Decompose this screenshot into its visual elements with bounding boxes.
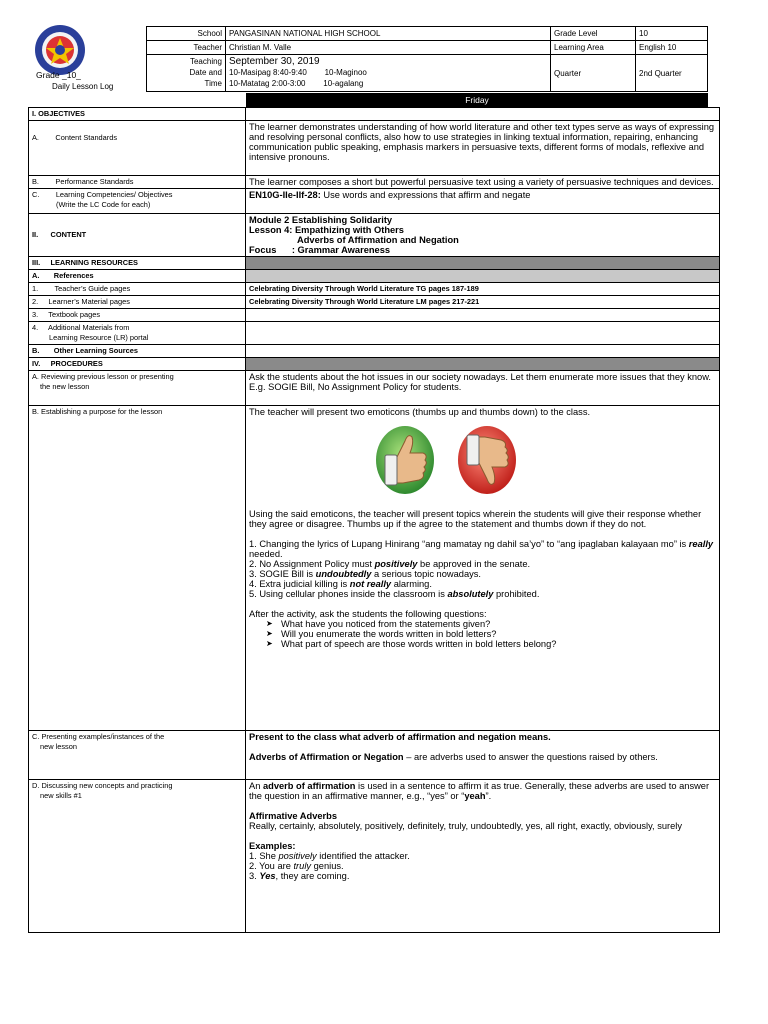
content-standards-row <box>29 121 720 176</box>
procedure-b-label: B. Establishing a purpose for the lesson <box>29 406 246 731</box>
content-standards-text: The learner demonstrates understanding of how world literature and other text types serve as ways of expressing and resolving personal conflicts, also how to use strategies in linking textual information, repairing, enhancing communication public speaking, emphasis markers in persuasive texts, different forms of modals, reflexive and intensive pronouns. <box>246 121 720 176</box>
def-start: An <box>249 781 263 791</box>
statement-4-adverb: not really <box>349 579 392 589</box>
competency-code: EN10G-IIe-IIf-28: <box>249 190 321 200</box>
additional-materials-row <box>29 322 720 345</box>
learning-area-label: Learning Area <box>551 41 636 55</box>
daily-lesson-log-label: Daily Lesson Log <box>52 82 114 91</box>
time-line-1: 10-Masipag 8:40-9:40 10-Maginoo <box>229 68 367 77</box>
spacer <box>249 742 716 752</box>
content-standards-label: A. Content Standards <box>29 121 246 176</box>
quarter-label: Quarter <box>551 55 636 92</box>
additional-materials-value <box>246 322 720 345</box>
affirmation-definition <box>249 781 716 801</box>
other-sources-value <box>246 345 720 358</box>
procedure-c-content <box>246 731 720 780</box>
objectives-empty-cell <box>246 108 720 121</box>
learning-resources-gray-cell <box>246 257 720 270</box>
spacer <box>249 831 716 841</box>
competency-description: Use words and expressions that affirm and negate <box>320 190 531 200</box>
example-2-adverb: truly <box>293 861 312 871</box>
statement-4-end: alarming. <box>391 579 432 589</box>
teaching-label-line-1: Teaching <box>189 57 222 66</box>
after-activity-text: After the activity, ask the students the following questions: <box>249 609 487 619</box>
affirmative-adverbs-list: Really, certainly, absolutely, positively, definitely, truly, undoubtedly, yes, all right, exactly, obviously, surely <box>249 821 683 831</box>
statement-2-end: be approved in the senate. <box>417 559 531 569</box>
procedure-a-row <box>29 371 720 406</box>
thumbs-down-icon <box>457 423 517 497</box>
arrow-bullet-icon: ➤ <box>266 629 273 638</box>
competencies-text <box>246 189 720 214</box>
learning-resources-title: III. LEARNING RESOURCES <box>29 257 246 270</box>
def-term: adverb of affirmation <box>262 781 356 791</box>
learning-area-value: English 10 <box>636 41 708 55</box>
affirmative-adverbs-heading: Affirmative Adverbs <box>249 811 338 821</box>
procedure-c-label-line-2: new lesson <box>40 742 77 751</box>
procedure-b-paragraph: Using the said emoticons, the teacher will present topics wherein the students will give their response whether they agree or disagree. Thumbs up if the agree to the statement and thumbs down if they do not. <box>249 509 702 529</box>
arrow-bullet-icon: ➤ <box>266 619 273 628</box>
additional-materials-label <box>29 322 246 345</box>
teaching-label-line-3: Time <box>204 79 222 88</box>
competencies-label-cell <box>29 189 246 214</box>
teaching-label-line-2: Date and <box>189 68 222 77</box>
definition-term: Adverbs of Affirmation or Negation <box>249 752 404 762</box>
statement-1-end: needed. <box>249 549 283 559</box>
spacer <box>249 529 716 539</box>
statement-3-adverb: undoubtedly <box>315 569 372 579</box>
performance-standards-row <box>29 176 720 189</box>
learning-resources-row <box>29 257 720 270</box>
procedure-d-label <box>29 780 246 933</box>
question-2 <box>249 629 716 639</box>
procedure-b-intro: The teacher will present two emoticons (thumbs up and thumbs down) to the class. <box>249 407 591 417</box>
procedure-a-label-line-1: A. Reviewing previous lesson or presenting <box>32 372 174 381</box>
textbook-label: 3. Textbook pages <box>29 309 246 322</box>
learners-material-value: Celebrating Diversity Through World Literature LM pages 217-221 <box>246 296 720 309</box>
example-3-end: , they are coming. <box>275 871 350 881</box>
example-1 <box>249 851 716 861</box>
definition-text: – are adverbs used to answer the questions raised by others. <box>403 752 658 762</box>
procedures-gray-cell <box>246 358 720 371</box>
statement-1-text: 1. Changing the lyrics of Lupang Hinirang “ang mamatay ng dahil sa’yo” to “ang ipaglaban kalayaan mo” is <box>249 539 689 549</box>
day-header: Friday <box>246 93 708 107</box>
statement-5 <box>249 589 716 599</box>
content-line-4: Focus : Grammar Awareness <box>249 245 391 255</box>
school-value: PANGASINAN NATIONAL HIGH SCHOOL <box>226 27 551 41</box>
statement-5-adverb: absolutely <box>447 589 494 599</box>
content-line-1: Module 2 Establishing Solidarity <box>249 215 393 225</box>
procedure-c-label <box>29 731 246 780</box>
def-yeah: yeah <box>464 791 486 801</box>
other-sources-label: B. Other Learning Sources <box>29 345 246 358</box>
teacher-label: Teacher <box>147 41 226 55</box>
example-2 <box>249 861 716 871</box>
statement-3-end: a serious topic nowadays. <box>371 569 481 579</box>
example-1-adverb: positively <box>278 851 317 861</box>
procedure-c-label-line-1: C. Presenting examples/instances of the <box>32 732 165 741</box>
statement-5-text: 5. Using cellular phones inside the classroom is <box>249 589 448 599</box>
learners-material-label: 2. Learner’s Material pages <box>29 296 246 309</box>
teacher-value: Christian M. Valle <box>226 41 551 55</box>
header-info-table <box>146 26 708 92</box>
grade-label: Grade _10_ <box>36 70 81 80</box>
question-1-text: What have you noticed from the statements given? <box>281 619 491 629</box>
statement-2-text: 2. No Assignment Policy must <box>249 559 375 569</box>
teaching-date-time-label <box>147 55 226 92</box>
example-1-start: 1. She <box>249 851 279 861</box>
competencies-row <box>29 189 720 214</box>
spacer <box>249 801 716 811</box>
content-row <box>29 214 720 257</box>
example-3 <box>249 871 716 881</box>
grade-level-value: 10 <box>636 27 708 41</box>
statement-2 <box>249 559 716 569</box>
content-text <box>246 214 720 257</box>
deped-seal-logo <box>34 24 86 76</box>
date-value: September 30, 2019 <box>229 56 320 67</box>
procedure-d-content <box>246 780 720 933</box>
learners-material-row <box>29 296 720 309</box>
statement-2-adverb: positively <box>374 559 418 569</box>
content-line-3: Adverbs of Affirmation and Negation <box>297 235 459 245</box>
example-3-adverb: Yes <box>259 871 276 881</box>
performance-standards-label: B. Performance Standards <box>29 176 246 189</box>
emoticons-figure <box>249 417 716 509</box>
teachers-guide-value: Celebrating Diversity Through World Literature TG pages 187-189 <box>246 283 720 296</box>
textbook-row <box>29 309 720 322</box>
lesson-log-table <box>28 107 720 933</box>
content-line-2: Lesson 4: Empathizing with Others <box>249 225 404 235</box>
question-1 <box>249 619 716 629</box>
statement-5-end: prohibited. <box>493 589 540 599</box>
question-2-text: Will you enumerate the words written in bold letters? <box>281 629 497 639</box>
references-label: A. References <box>29 270 246 283</box>
example-1-end: identified the attacker. <box>316 851 410 861</box>
example-2-end: genius. <box>311 861 344 871</box>
statement-3-text: 3. SOGIE Bill is <box>249 569 316 579</box>
procedure-a-label <box>29 371 246 406</box>
procedure-b-row <box>29 406 720 731</box>
procedure-d-label-line-1: D. Discussing new concepts and practicing <box>32 781 173 790</box>
statement-4 <box>249 579 716 589</box>
statement-1-adverb: really <box>688 539 714 549</box>
question-3-text: What part of speech are those words written in bold letters belong? <box>281 639 557 649</box>
references-gray-cell <box>246 270 720 283</box>
procedures-title: IV. PROCEDURES <box>29 358 246 371</box>
procedure-d-label-line-2: new skills #1 <box>40 791 82 800</box>
procedure-c-intro: Present to the class what adverb of affirmation and negation means. <box>249 732 551 742</box>
procedure-c-row <box>29 731 720 780</box>
procedure-a-label-line-2: the new lesson <box>40 382 90 391</box>
additional-materials-line-2: Learning Resource (LR) portal <box>49 333 149 342</box>
question-3 <box>249 639 716 649</box>
teachers-guide-row <box>29 283 720 296</box>
grade-level-label: Grade Level <box>551 27 636 41</box>
quarter-value: 2nd Quarter <box>636 55 708 92</box>
def-end: ”. <box>485 791 492 801</box>
additional-materials-line-1: 4. Additional Materials from <box>32 323 130 332</box>
time-line-2: 10-Matatag 2:00-3:00 10-agalang <box>229 79 364 88</box>
example-3-start: 3. <box>249 871 260 881</box>
statement-4-text: 4. Extra judicial killing is <box>249 579 350 589</box>
example-2-start: 2. You are <box>249 861 294 871</box>
examples-heading: Examples: <box>249 841 296 851</box>
statement-1 <box>249 539 716 559</box>
objectives-row <box>29 108 720 121</box>
procedure-d-row <box>29 780 720 933</box>
arrow-bullet-icon: ➤ <box>266 639 273 648</box>
school-label: School <box>147 27 226 41</box>
thumbs-up-icon <box>375 423 435 497</box>
def-middle: is used in a sentence to affirm it as true. Generally, these adverbs are used to answer the question in an affirmative manner, e.g., “yes” or “ <box>249 781 710 801</box>
teachers-guide-label: 1. Teacher’s Guide pages <box>29 283 246 296</box>
competencies-label-note: (Write the LC Code for each) <box>56 200 151 209</box>
spacer <box>249 599 716 609</box>
procedure-b-content <box>246 406 720 731</box>
competencies-label: C. Learning Competencies/ Objectives <box>32 190 173 199</box>
textbook-value <box>246 309 720 322</box>
objectives-title: I. OBJECTIVES <box>29 108 246 121</box>
procedure-a-text: Ask the students about the hot issues in our society nowadays. Let them enumerate more issues that they know. E.g. SOGIE Bill, No Assignment Policy for students. <box>246 371 720 406</box>
content-title: II. CONTENT <box>29 214 246 257</box>
procedure-c-definition <box>249 752 716 762</box>
other-sources-row <box>29 345 720 358</box>
references-row <box>29 270 720 283</box>
statement-3 <box>249 569 716 579</box>
procedures-row <box>29 358 720 371</box>
teaching-date-time-value <box>226 55 551 92</box>
performance-standards-text: The learner composes a short but powerful persuasive text using a variety of persuasive techniques and devices. <box>246 176 720 189</box>
